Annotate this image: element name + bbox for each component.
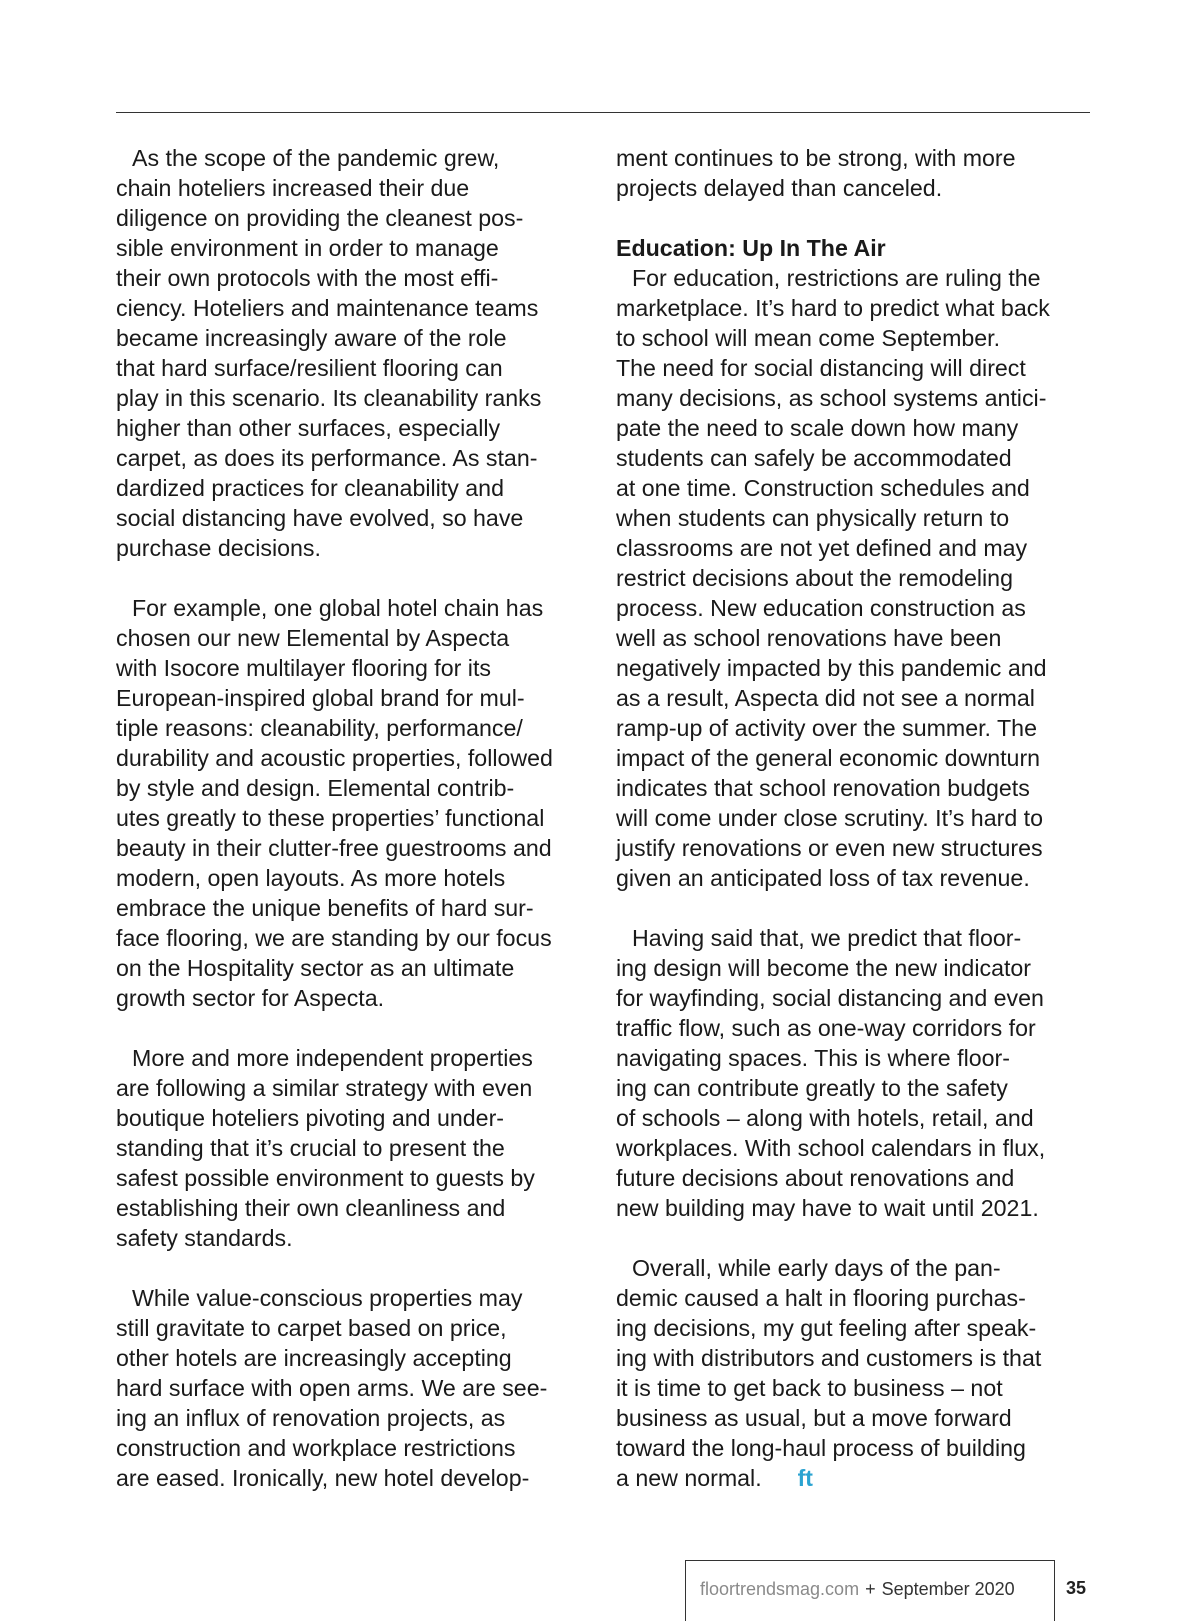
text-line: navigating spaces. This is where floor- [616, 1045, 1010, 1071]
text-line: as a result, Aspecta did not see a normal [616, 685, 1035, 711]
text-line: establishing their own cleanliness and [116, 1195, 506, 1221]
paragraph-gap [616, 1223, 1096, 1253]
paragraph-gap [616, 203, 1096, 233]
section-heading: Education: Up In The Air [616, 235, 886, 261]
paragraph-gap [616, 893, 1096, 923]
text-line: demic caused a halt in flooring purchas- [616, 1285, 1026, 1311]
text-line: ing decisions, my gut feeling after speak- [616, 1315, 1037, 1341]
text-line: students can safely be accommodated [616, 445, 1012, 471]
text-line: it is time to get back to business – not [616, 1375, 1003, 1401]
text-line: social distancing have evolved, so have [116, 505, 524, 531]
left-column [116, 143, 596, 1493]
text-line: dardized practices for cleanability and [116, 475, 504, 501]
text-line: new building may have to wait until 2021. [616, 1195, 1039, 1221]
text-line: chosen our new Elemental by Aspecta [116, 625, 510, 651]
top-divider [116, 112, 1090, 113]
text-line: on the Hospitality sector as an ultimate [116, 955, 515, 981]
text-line: ing an influx of renovation projects, as [116, 1405, 506, 1431]
footer-label [700, 1579, 1015, 1600]
text-line: classrooms are not yet defined and may [616, 535, 1028, 561]
text-line: to school will mean come September. [616, 325, 1001, 351]
paragraph-gap [116, 1253, 596, 1283]
paragraph [616, 263, 1096, 893]
text-line: restrict decisions about the remodeling [616, 565, 1013, 591]
text-line: growth sector for Aspecta. [116, 985, 385, 1011]
text-line: Overall, while early days of the pan- [632, 1255, 1001, 1281]
text-line: when students can physically return to [616, 505, 1010, 531]
text-line: diligence on providing the cleanest pos- [116, 205, 524, 231]
paragraph [616, 143, 1096, 203]
paragraph [116, 1283, 596, 1493]
page-number: 35 [1066, 1578, 1087, 1598]
text-line: standing that it’s crucial to present the [116, 1135, 505, 1161]
text-line: other hotels are increasingly accepting [116, 1345, 512, 1371]
paragraph-gap [116, 563, 596, 593]
paragraph [116, 143, 596, 563]
text-line: toward the long-haul process of building [616, 1435, 1026, 1461]
text-line: at one time. Construction schedules and [616, 475, 1030, 501]
text-line: a new normal. [616, 1465, 762, 1491]
text-line: are eased. Ironically, new hotel develop- [116, 1465, 530, 1491]
text-line: ramp-up of activity over the summer. The [616, 715, 1037, 741]
text-line: process. New education construction as [616, 595, 1026, 621]
text-line: their own protocols with the most effi- [116, 265, 499, 291]
text-line-final [616, 1463, 1096, 1493]
text-line: ciency. Hoteliers and maintenance teams [116, 295, 539, 321]
text-line: that hard surface/resilient flooring can [116, 355, 503, 381]
text-line: purchase decisions. [116, 535, 321, 561]
footer-site: floortrendsmag.com [700, 1579, 860, 1599]
text-line: hard surface with open arms. We are see- [116, 1375, 548, 1401]
text-line: construction and workplace restrictions [116, 1435, 516, 1461]
text-line: ing with distributors and customers is that [616, 1345, 1042, 1371]
text-line: became increasingly aware of the role [116, 325, 507, 351]
text-line: impact of the general economic downturn [616, 745, 1041, 771]
text-line: marketplace. It’s hard to predict what back [616, 295, 1050, 321]
text-line: boutique hoteliers pivoting and under- [116, 1105, 505, 1131]
text-line: many decisions, as school systems antici- [616, 385, 1047, 411]
text-line: for wayfinding, social distancing and even [616, 985, 1044, 1011]
text-line: face flooring, we are standing by our focus [116, 925, 552, 951]
text-line: modern, open layouts. As more hotels [116, 865, 506, 891]
footer-separator: + [865, 1579, 876, 1599]
text-line: business as usual, but a move forward [616, 1405, 1012, 1431]
text-line: ing design will become the new indicator [616, 955, 1032, 981]
text-line: safest possible environment to guests by [116, 1165, 535, 1191]
text-line: indicates that school renovation budgets [616, 775, 1030, 801]
text-line: well as school renovations have been [616, 625, 1002, 651]
right-column [616, 143, 1096, 1493]
text-line: The need for social distancing will direct [616, 355, 1026, 381]
text-line: future decisions about renovations and [616, 1165, 1015, 1191]
text-line: Having said that, we predict that floor- [632, 925, 1022, 951]
text-line: embrace the unique benefits of hard sur- [116, 895, 534, 921]
end-mark-logo: ft [797, 1465, 813, 1491]
text-line: utes greatly to these properties’ functional [116, 805, 545, 831]
text-line: traffic flow, such as one-way corridors for [616, 1015, 1036, 1041]
text-line: durability and acoustic properties, followed [116, 745, 553, 771]
text-line: of schools – along with hotels, retail, and [616, 1105, 1034, 1131]
text-line: More and more independent properties [132, 1045, 533, 1071]
text-line: are following a similar strategy with even [116, 1075, 533, 1101]
paragraph [616, 923, 1096, 1223]
text-line: by style and design. Elemental contrib- [116, 775, 515, 801]
text-line: safety standards. [116, 1225, 293, 1251]
paragraph [616, 1253, 1096, 1493]
page-footer [685, 1560, 1055, 1621]
text-line: negatively impacted by this pandemic and [616, 655, 1047, 681]
text-line: While value-conscious properties may [132, 1285, 523, 1311]
text-line: ing can contribute greatly to the safety [616, 1075, 1008, 1101]
paragraph [116, 1043, 596, 1253]
text-line: tiple reasons: cleanability, performance/ [116, 715, 523, 741]
text-line: beauty in their clutter-free guestrooms and [116, 835, 552, 861]
text-line: ment continues to be strong, with more [616, 145, 1016, 171]
paragraph [116, 593, 596, 1013]
text-line: projects delayed than canceled. [616, 175, 943, 201]
text-line: sible environment in order to manage [116, 235, 499, 261]
text-line: European-inspired global brand for mul- [116, 685, 525, 711]
text-line: carpet, as does its performance. As stan- [116, 445, 538, 471]
text-line: chain hoteliers increased their due [116, 175, 470, 201]
text-line: workplaces. With school calendars in flux, [616, 1135, 1046, 1161]
text-line: pate the need to scale down how many [616, 415, 1019, 441]
text-line: As the scope of the pandemic grew, [132, 145, 500, 171]
text-line: still gravitate to carpet based on price, [116, 1315, 507, 1341]
text-line: play in this scenario. Its cleanability ranks [116, 385, 542, 411]
text-line: given an anticipated loss of tax revenue. [616, 865, 1030, 891]
text-line: will come under close scrutiny. It’s hard to [616, 805, 1043, 831]
text-line: justify renovations or even new structures [616, 835, 1043, 861]
text-line: with Isocore multilayer flooring for its [116, 655, 491, 681]
text-line: higher than other surfaces, especially [116, 415, 501, 441]
paragraph-gap [116, 1013, 596, 1043]
text-line: For example, one global hotel chain has [132, 595, 544, 621]
text-line: For education, restrictions are ruling the [632, 265, 1041, 291]
footer-date: September 2020 [881, 1579, 1015, 1599]
